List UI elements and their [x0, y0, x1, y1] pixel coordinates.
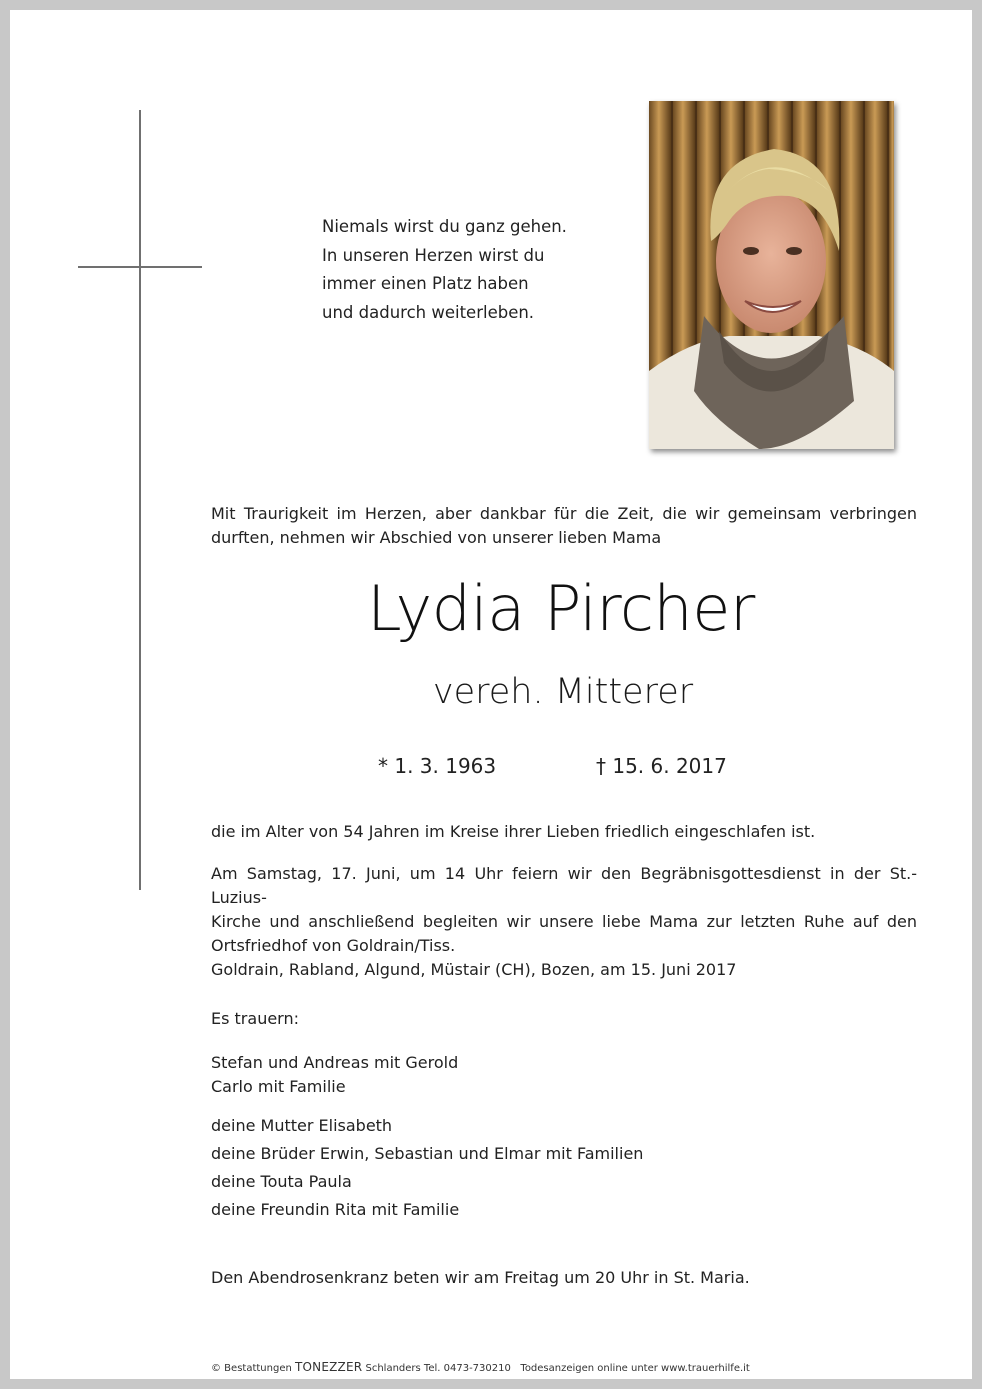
- mourner-entry: Stefan und Andreas mit Gerold: [211, 1053, 459, 1072]
- service-line: Ortsfriedhof von Goldrain/Tiss.: [211, 936, 456, 955]
- footer-location: Schlanders: [365, 1363, 421, 1374]
- poem-line: Niemals wirst du ganz gehen.: [322, 217, 567, 236]
- age-statement: die im Alter von 54 Jahren im Kreise ihrer Lieben friedlich eingeschlafen ist.: [211, 822, 816, 841]
- service-line: Kirche und anschließend begleiten wir unsere liebe Mama zur letzten Ruhe auf den: [211, 912, 917, 931]
- funeral-service-paragraph: [211, 862, 917, 958]
- footer: [211, 1360, 750, 1374]
- poem-line: In unseren Herzen wirst du: [322, 245, 545, 265]
- portrait-photo: [649, 101, 894, 449]
- mourner-entry: deine Touta Paula: [211, 1172, 352, 1191]
- rosary-notice: Den Abendrosenkranz beten wir am Freitag um 20 Uhr in St. Maria.: [211, 1268, 750, 1287]
- portrait-image: [649, 101, 894, 449]
- cross-vertical-bar: [139, 110, 141, 890]
- cross-horizontal-bar: [78, 266, 202, 268]
- intro-line: Mit Traurigkeit im Herzen, aber dankbar für die Zeit, die wir gemeinsam verbringen: [211, 504, 917, 523]
- mourner-entry: deine Freundin Rita mit Familie: [211, 1200, 460, 1219]
- mourner-entry: deine Mutter Elisabeth: [211, 1116, 393, 1135]
- service-line: Am Samstag, 17. Juni, um 14 Uhr feiern wir den Begräbnisgottesdienst in der St.-Luzius-: [211, 864, 917, 907]
- poem-line: immer einen Platz haben: [322, 274, 529, 293]
- birth-date: * 1. 3. 1963: [378, 754, 497, 778]
- place-and-date: Goldrain, Rabland, Algund, Müstair (CH), Bozen, am 15. Juni 2017: [211, 960, 737, 979]
- deceased-name: Lydia Pircher: [367, 572, 755, 645]
- footer-brand: TONEZZER: [295, 1360, 363, 1374]
- intro-line: durften, nehmen wir Abschied von unserer lieben Mama: [211, 528, 662, 547]
- poem: [322, 213, 567, 327]
- footer-phone: Tel. 0473-730210: [423, 1363, 511, 1374]
- mourner-entry: deine Brüder Erwin, Sebastian und Elmar mit Familien: [211, 1144, 644, 1163]
- footer-online: Todesanzeigen online unter www.trauerhilfe.it: [520, 1363, 750, 1374]
- footer-prefix: © Bestattungen: [211, 1363, 292, 1374]
- death-date: † 15. 6. 2017: [596, 754, 727, 778]
- married-name: vereh. Mitterer: [432, 672, 694, 712]
- poem-line: und dadurch weiterleben.: [322, 302, 535, 322]
- mourners-group-children: [211, 1051, 917, 1099]
- intro-paragraph: [211, 502, 917, 550]
- mourner-entry: Carlo mit Familie: [211, 1077, 346, 1096]
- mourners-heading: Es trauern:: [211, 1009, 299, 1028]
- mourners-group-family: [211, 1112, 917, 1224]
